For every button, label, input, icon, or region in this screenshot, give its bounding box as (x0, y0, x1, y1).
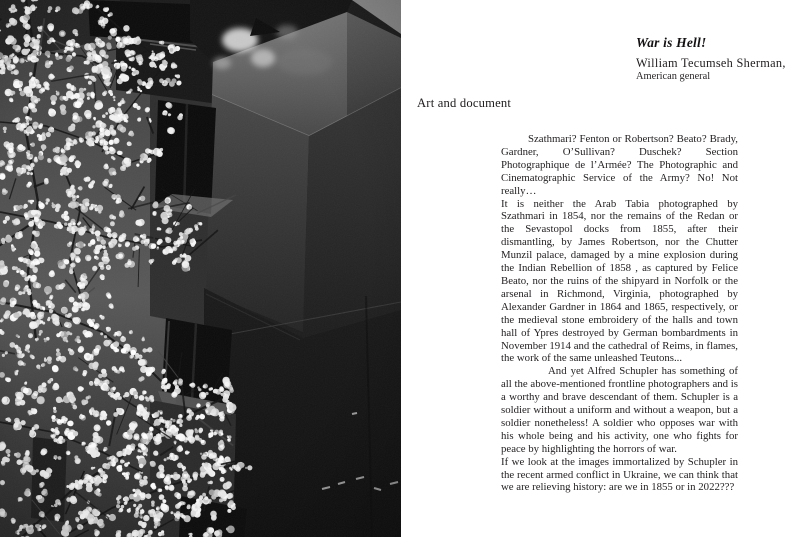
section-heading: Art and document (417, 96, 512, 110)
body-paragraph: And yet Alfred Schupler has something of all the above-mentioned frontline photographers and is a worthy and brave descendant of them. Schupler is a soldier without a uniform and without a weapon, but a soldier nonetheless! A soldier who opposes war with his whole being and his activity, one who fights for peace by highlighting the horrors of war. (501, 365, 738, 455)
epigraph-author-role: American general (636, 71, 711, 82)
epigraph-author: William Tecumseh Sherman, (636, 56, 786, 70)
blossom-ruined-building-photo (0, 0, 401, 537)
film-grain (0, 0, 401, 537)
epigraph-quote: War is Hell! (636, 35, 707, 50)
epigraph-block (636, 35, 796, 83)
body-paragraph: If we look at the images immortalized by Schupler in the recent armed conflict in Ukraine, we can think that we are relieving history: are we in 1855 or in 2022??? (501, 455, 738, 494)
body-paragraph: It is neither the Arab Tabia photographed by Szathmari in 1854, nor the remains of the Redan or the Sevastopol docks from 1855, after their dismantling, by James Robertson, nor the Chutter Munzil palace, damaged by a mine explosion during the Indian Rebellion of 1858 , as captured by Felice Beato, nor the ruins of the shipyard in Norfolk or the arsenal in Richmond, Virginia, photographed by Alexander Gardner in 1864 and 1865, respectively, or the medieval stone embroidery of the halls and town hall of Ypres destroyed by German bombardments in November 1914 and the cathedral of Reims, in flames, the work of the same unleashed Teutons... (501, 197, 738, 365)
essay-text-column (501, 133, 738, 494)
body-paragraph: Szathmari? Fenton or Robertson? Beato? Brady, Gardner, O’Sullivan? Duschek? Section Photographique de l’Armée? The Photographic and Cinematographic Service of the Army? No! Not really… (501, 133, 738, 197)
